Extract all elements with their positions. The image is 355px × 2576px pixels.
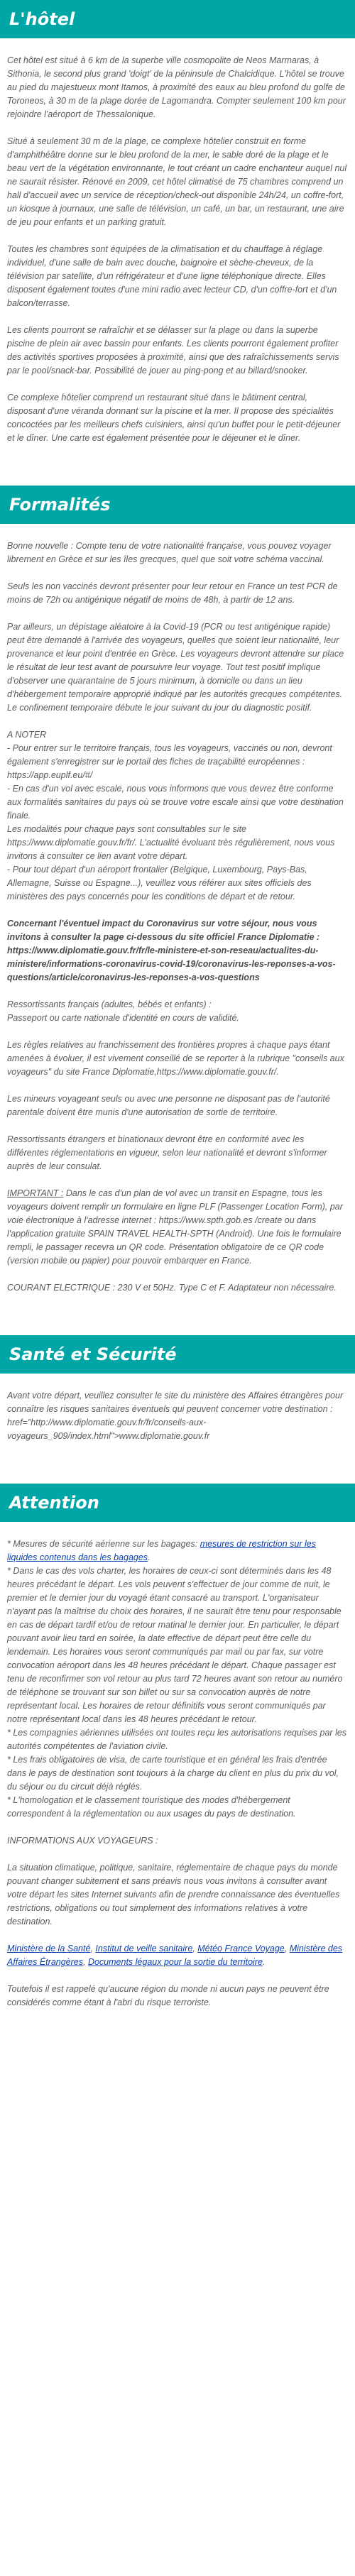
link-end: . (262, 1957, 266, 1967)
hotel-paragraph: Les clients pourront se rafraîchir et se délasser sur la plage ou dans la superbe piscine de plein air avec bassin pour enfants. Les clients pourront également profiter des activités sportives proposées à proximité, ainsi que des rafraîchissements servis par le pool/snack-bar. Possibilité de jouer au ping-pong et au billard/snooker. (7, 325, 339, 376)
attention-line: * L'homologation et le classement touristique des modes d'hébergement correspondent à la réglementation ou aux usages du pays de destination. (7, 1795, 296, 1819)
liquides-restriction-link[interactable]: mesures de restriction sur les liquides contenus dans les bagages (7, 1539, 316, 1562)
attention-title: Attention (9, 1493, 99, 1513)
note-line: Les modalités pour chaque pays sont consultables sur le site https://www.diplomatie.gouv.fr/fr/. L'actualité évoluant très régulièrement, nous vous invitons à consulter ce lien avant votre départ. (7, 824, 335, 861)
official-links (7, 1942, 348, 1969)
note-line: - En cas d'un vol avec escale, nous vous informons que vous devrez être conforme aux formalités sanitaires du pays où se trouve votre escale ainsi que votre destination finale. (7, 784, 344, 821)
link-veille-sanitaire[interactable]: Institut de veille sanitaire (95, 1944, 193, 1953)
hotel-paragraph: Cet hôtel est situé à 6 km de la superbe ville cosmopolite de Neos Marmaras, à Sithonia, le second plus grand 'doigt' de la péninsule de Chalcidique. L'hôtel se trouve au pied du majestueux mont Itamos, à proximité des eaux au bleu profond du golfe de Toroneos, à 30 m de la plage dorée de Lagomandra. Compter seulement 100 km pour rejoindre l'aéroport de Thessalonique. (7, 55, 346, 119)
formalites-title: Formalités (9, 495, 111, 515)
attention-line: * Les frais obligatoires de visa, de carte touristique et en général les frais d'entrée dans le pays de destination sont toujours à la charge du client en plus du prix du vol, du séjour ou du circuit déjà réglés. (7, 1755, 339, 1792)
note-line: - Pour entrer sur le territoire français, tous les voyageurs, vaccinés ou non, devront également s'enregistrer sur le portail des fiches de traçabilité européennes : https://app.euplf.eu/#/ (7, 743, 332, 780)
note-line: - Pour tout départ d'un aéroport frontalier (Belgique, Luxembourg, Pays-Bas, Allemagne, Suisse ou Espagne...), veuillez vous référer aux sites officiels des ministères des pays concernés pour les conditions de départ et de retour. (7, 865, 312, 901)
formalites-content (0, 539, 355, 1295)
formalites-banner (0, 486, 355, 524)
formalites-paragraph: Les règles relatives au franchissement des frontières propres à chaque pays étant amenées à évoluer, il est vivement conseillé de se reporter à la rubrique "conseils aux voyageurs" du site France Diplomatie,https://www.diplomatie.gouv.fr/. (7, 1040, 344, 1077)
sante-banner (0, 1335, 355, 1374)
hotel-paragraph: Situé à seulement 30 m de la plage, ce complexe hôtelier construit en forme d'amphithéâtre donne sur le bleu profond de la mer, le sable doré de la plage et le beau vert de la végétation environnante, le tout créant un cadre enchanteur auquel nul ne saurait résister. Rénové en 2009, cet hôtel climatisé de 75 chambres comprend un hall d'accueil avec un service de réception/check-out disponible 24h/24, un coffre-fort, un kiosque à journaux, une salle de télévision, un café, un bar, un restaurant, une aire de jeu pour enfants et un parking gratuit. (7, 136, 347, 227)
link-meteo-france[interactable]: Météo France Voyage (197, 1944, 285, 1953)
ressortissants-label: Ressortissants français (adultes, bébés et enfants) : (7, 999, 212, 1009)
info-voyageurs-text: La situation climatique, politique, sanitaire, réglementaire de chaque pays du monde pouvant changer subitement et sans préavis nous vous invitons à consulter avant votre départ les sites Internet suivants afin de prendre connaissance des éventuelles restrictions, obligations ou tout simplement des informations relatives à votre destination. (7, 1863, 340, 1926)
bagages-line (7, 1538, 348, 1564)
hotel-content (0, 54, 355, 445)
attention-content (0, 1538, 355, 2010)
link-documents-legaux[interactable]: Documents légaux pour la sortie du territoire (87, 1957, 263, 1967)
hotel-paragraph: Ce complexe hôtelier comprend un restaurant situé dans le bâtiment central, disposant d'une véranda donnant sur la piscine et la mer. Il propose des spécialités concoctées par les meilleurs chefs cuisiniers, ainsi qu'un buffet pour le petit-déjeuner et le dîner. Une carte est également présentée pour le déjeuner et le dîner. (7, 393, 341, 443)
terrorisme-notice: Toutefois il est rappelé qu'aucune région du monde ni aucun pays ne peuvent être considérés comme étant à l'abri du risque terroriste. (7, 1984, 329, 2007)
formalites-section (0, 486, 355, 1295)
important-label: IMPORTANT : (7, 1188, 64, 1198)
formalites-paragraph: Ressortissants étrangers et binationaux devront être en conformité avec les différentes réglementations en vigueur, selon leur nationalité et devront s'informer auprès de leur consulat. (7, 1134, 327, 1171)
link-separator: , (83, 1957, 88, 1967)
link-ministere-sante[interactable]: Ministère de la Santé (7, 1944, 91, 1953)
bagages-prefix: * Mesures de sécurité aérienne sur les bagages: (7, 1539, 200, 1549)
link-affaires-etrangeres[interactable]: Ministère des Affaires Étrangères (7, 1944, 343, 1967)
formalites-paragraph: Seuls les non vaccinés devront présenter pour leur retour en France un test PCR de moins de 72h ou antigénique négatif de moins de 48h, à partir de 12 ans. (7, 581, 338, 605)
coronavirus-notice: Concernant l'éventuel impact du Coronavirus sur votre séjour, nous vous invitons à consulter la page ci-dessous du site officiel France Diplomatie : https://www.diplomatie.gouv.fr/fr/le-ministere-et-son-reseau/actualites-du-ministere/informations-coronavirus-covid-19/coronavirus-les-reponses-a-vos-questions/article/coronavirus-les-reponses-a-vos-questions (7, 919, 336, 982)
link-separator: , (284, 1944, 290, 1953)
formalites-paragraph: Les mineurs voyageant seuls ou avec une personne ne disposant pas de l'autorité parentale doivent être munis d'une autorisation de sortie de territoire. (7, 1094, 330, 1117)
formalites-paragraph: Par ailleurs, un dépistage aléatoire à la Covid-19 (PCR ou test antigénique rapide) peut être demandé à l'arrivée des voyageurs, quelles que soient leur nationalité, leur provenance et leur point d'entrée en Grèce. Les voyageurs devront attendre sur place le résultat de leur test avant de poursuivre leur voyage. Tout test positif implique d'observer une quarantaine de 5 jours minimum, à domicile ou dans un lieu d'hébergement temporaire approprié indiqué par les autorités grecques compétentes. Le confinement temporaire débute le jour suivant du jour du diagnostic positif. (7, 622, 344, 713)
important-text: Dans le cas d'un plan de vol avec un transit en Espagne, tous les voyageurs doivent remplir un formulaire en ligne PLF (Passenger Location Form), par voie électronique à l'adresse internet : https://www.spth.gob.es /create ou dans l'application gratuite SPAIN TRAVEL HEALTH-SPTH (Android). Une fois le formulaire rempli, le passager recevra un QR code. Présentation obligatoire de ce QR code (version mobile ou papier) pour pouvoir embarquer en France. (7, 1188, 343, 1266)
sante-title: Santé et Sécurité (9, 1344, 177, 1364)
formalites-paragraph: Bonne nouvelle : Compte tenu de votre nationalité française, vous pouvez voyager librement en Grèce et sur les îles grecques, quel que soit votre schéma vaccinal. (7, 541, 332, 564)
attention-section (0, 1484, 355, 2010)
ressortissants-docs: Passeport ou carte nationale d'identité en cours de validité. (7, 1013, 239, 1023)
link-separator: , (90, 1944, 96, 1953)
attention-line: * Dans le cas des vols charter, les horaires de ceux-ci sont déterminés dans les 48 heures précédant le départ. Les vols peuvent s'effectuer de jour comme de nuit, le premier et le dernier jour du voyagé étant consacré au transport. L'organisateur n'ayant pas la maîtrise du choix des horaires, il ne saurait être tenu pour responsable en cas de départ tardif et/ou de retour matinal le dernier jour. En particulier, le départ pouvant avoir lieu tard en soirée, la date effective de départ peut être celle du lendemain. Les horaires vous seront communiqués par mail ou par fax, sur votre convocation aéroport dans les 48 heures précédant le départ. Chaque passager est tenu de reconfirmer son vol retour au plus tard 72 heures avant son retour au numéro de téléphone se trouvant sur son billet ou sur sa convocation auprès de notre représentant local. Les horaires de retour définitifs vous seront communiqués par notre représentant local dans les 48 heures précédant le retour. (7, 1566, 343, 1724)
info-voyageurs-title: INFORMATIONS AUX VOYAGEURS : (7, 1836, 158, 1846)
important-notice (7, 1187, 348, 1268)
sante-section (0, 1335, 355, 1443)
hotel-banner (0, 0, 355, 38)
bagages-suffix: . (148, 1552, 151, 1562)
sante-paragraph: Avant votre départ, veuillez consulter le site du ministère des Affaires étrangères pour connaître les risques sanitaires éventuels qui peuvent concerner votre destination : href="http://www.diplomatie.gouv.fr/fr/conseils-aux-voyageurs_909/index.html">www.diplomatie.gouv.fr (7, 1391, 344, 1441)
hotel-section (0, 0, 355, 445)
hotel-title: L'hôtel (9, 9, 75, 29)
link-separator: , (192, 1944, 198, 1953)
hotel-paragraph: Toutes les chambres sont équipées de la climatisation et du chauffage à réglage individuel, d'une salle de bain avec douche, baignoire et sèche-cheveux, de la télévision par satellite, d'un réfrigérateur et d'une ligne téléphonique directe. Elles disposent également toutes d'une mini radio avec lecteur CD, d'un coffre-fort et d'un balcon/terrasse. (7, 244, 337, 308)
courant-electrique: COURANT ELECTRIQUE : 230 V et 50Hz. Type C et F. Adaptateur non nécessaire. (7, 1283, 337, 1293)
attention-line: * Les compagnies aériennes utilisées ont toutes reçu les autorisations requises par les autorités compétentes de l'aviation civile. (7, 1728, 347, 1751)
attention-banner (0, 1484, 355, 1522)
note-title: A NOTER (7, 730, 47, 740)
sante-content (0, 1389, 355, 1443)
